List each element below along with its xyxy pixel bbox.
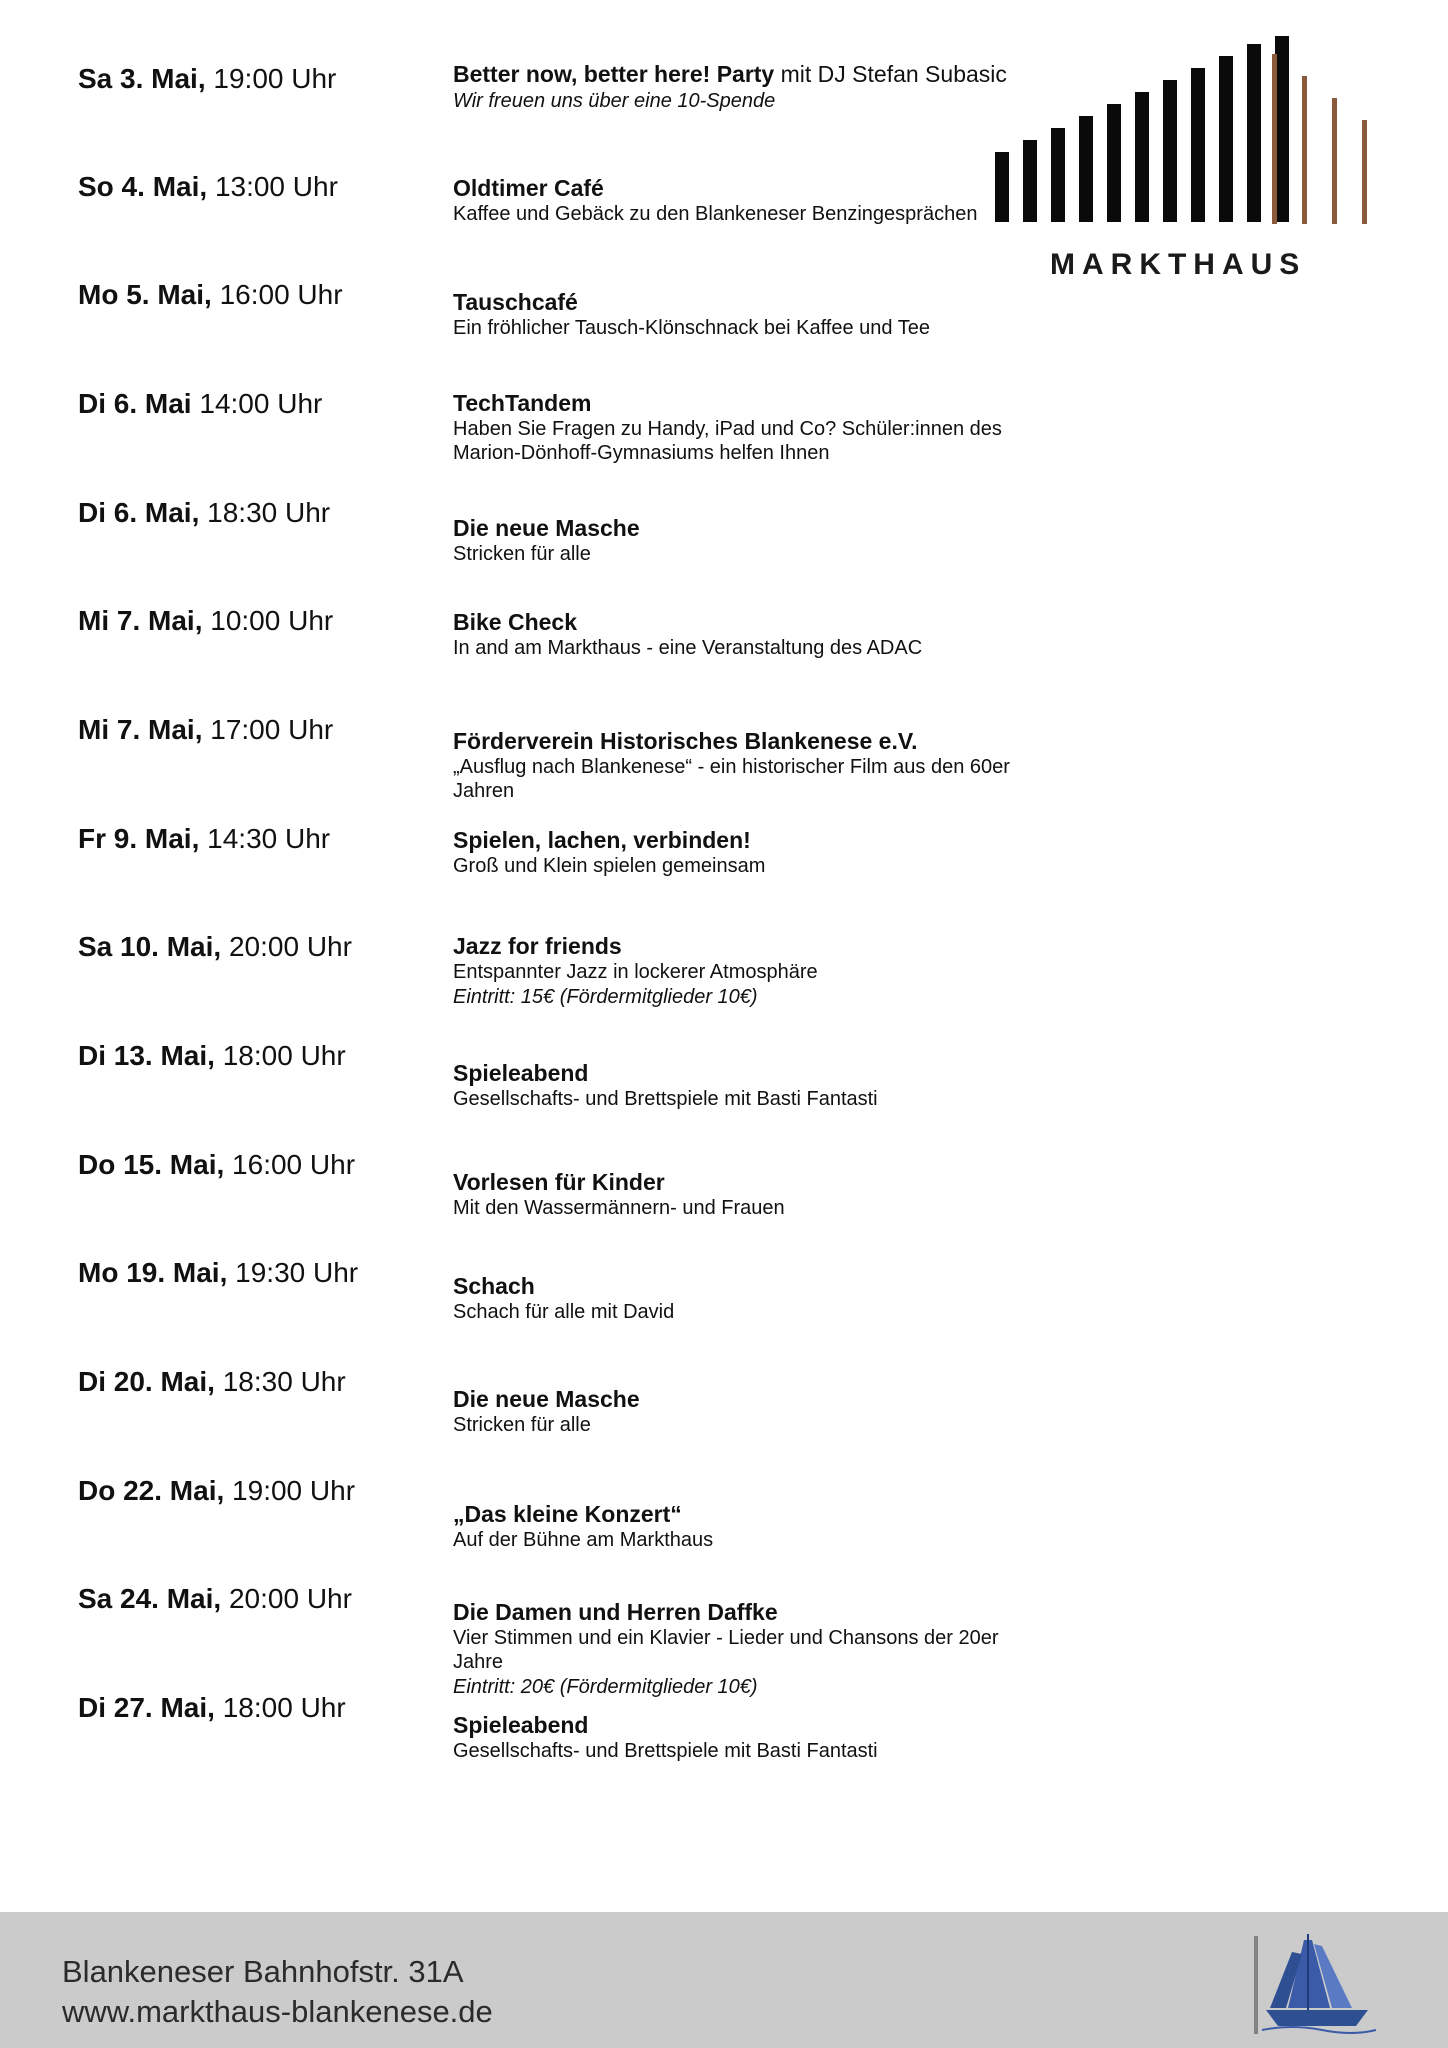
event-time: 19:30 Uhr (235, 1257, 359, 1288)
event-time: 18:00 Uhr (222, 1040, 346, 1071)
event-day: So 4. Mai, (78, 171, 208, 202)
event-date (78, 1256, 358, 1290)
event-date (78, 1691, 346, 1725)
event-time: 19:00 Uhr (232, 1475, 356, 1506)
event-time: 14:00 Uhr (199, 388, 323, 419)
logo-accent-bar (1332, 98, 1337, 224)
event-time: 13:00 Uhr (214, 171, 338, 202)
event-title-main: Die Damen und Herren Daffke (453, 1599, 778, 1625)
event-time: 14:30 Uhr (207, 823, 331, 854)
footer-address: Blankeneser Bahnhofstr. 31A (62, 1954, 464, 1989)
event-date (78, 713, 333, 747)
footer-website[interactable]: www.markthaus-blankenese.de (62, 1994, 493, 2029)
event-description: „Ausflug nach Blankenese“ - ein historischer Film aus den 60er Jahren (453, 756, 1010, 802)
event-date (78, 1474, 355, 1508)
event-note: Eintritt: 20€ (Fördermitglieder 10€) (453, 1676, 758, 1698)
event-day: Di 20. Mai, (78, 1366, 215, 1397)
event-day: Fr 9. Mai, (78, 823, 200, 854)
logo-accent-bar (1302, 76, 1307, 224)
logo-bar (1247, 44, 1261, 222)
logo-accent-bar (1362, 120, 1367, 224)
event-title-main: Bike Check (453, 609, 578, 635)
event-title (453, 1500, 1033, 1528)
event-time: 19:00 Uhr (213, 63, 337, 94)
event-date (78, 604, 333, 638)
event-description: Stricken für alle (453, 543, 591, 565)
event-time: 18:30 Uhr (222, 1366, 346, 1397)
event-date (78, 278, 343, 312)
event-date (78, 822, 330, 856)
event-title (453, 60, 1033, 88)
event-details (453, 1168, 1033, 1220)
event-day: Sa 24. Mai, (78, 1583, 222, 1614)
event-title (453, 389, 1033, 417)
footer (0, 1912, 1448, 2048)
event-note: Eintritt: 15€ (Fördermitglieder 10€) (453, 986, 758, 1008)
event-description: Schach für alle mit David (453, 1301, 675, 1323)
event-title (453, 1711, 1033, 1739)
event-title (453, 288, 1033, 316)
logo-bar (1051, 128, 1065, 222)
event-details (453, 608, 1033, 660)
event-day: Sa 3. Mai, (78, 63, 206, 94)
event-details (453, 60, 1033, 114)
event-title (453, 608, 1033, 636)
event-day: Di 13. Mai, (78, 1040, 215, 1071)
logo-bar (995, 152, 1009, 222)
event-title-main: TechTandem (453, 390, 592, 416)
event-title (453, 1059, 1033, 1087)
logo-bar (1135, 92, 1149, 222)
event-details (453, 514, 1033, 566)
logo-accent-bar (1272, 54, 1277, 224)
event-date (78, 1365, 346, 1399)
event-day: Do 22. Mai, (78, 1475, 225, 1506)
event-title-main: „Das kleine Konzert“ (453, 1501, 682, 1527)
logo-bar (1079, 116, 1093, 222)
logo-bar (1275, 36, 1289, 222)
event-description: Gesellschafts- und Brettspiele mit Basti Fantasti (453, 1088, 878, 1110)
event-details (453, 1059, 1033, 1111)
event-time: 20:00 Uhr (228, 1583, 352, 1614)
event-description: In and am Markthaus - eine Veranstaltung des ADAC (453, 637, 923, 659)
event-time: 16:00 Uhr (219, 279, 343, 310)
event-description: Gesellschafts- und Brettspiele mit Basti Fantasti (453, 1740, 878, 1762)
event-description: Kaffee und Gebäck zu den Blankeneser Benzingesprächen (453, 203, 978, 225)
event-day: Mi 7. Mai, (78, 714, 203, 745)
event-description: Ein fröhlicher Tausch-Klönschnack bei Kaffee und Tee (453, 317, 930, 339)
event-date (78, 62, 336, 96)
event-description: Vier Stimmen und ein Klavier - Lieder und Chansons der 20er Jahre (453, 1627, 999, 1673)
event-details (453, 174, 1033, 226)
logo-bar (1107, 104, 1121, 222)
event-description: Stricken für alle (453, 1414, 591, 1436)
event-title-rest: mit DJ Stefan Subasic (780, 61, 1007, 87)
event-details (453, 1385, 1033, 1437)
event-day: Mo 19. Mai, (78, 1257, 228, 1288)
event-time: 10:00 Uhr (210, 605, 334, 636)
event-title (453, 1168, 1033, 1196)
event-title-main: Spieleabend (453, 1712, 589, 1738)
event-title (453, 514, 1033, 542)
event-title-main: Förderverein Historisches Blankenese e.V. (453, 728, 918, 754)
event-details (453, 389, 1033, 465)
event-date (78, 1148, 355, 1182)
event-details (453, 1272, 1033, 1324)
event-details (453, 826, 1033, 878)
event-title-main: Jazz for friends (453, 933, 622, 959)
event-title (453, 826, 1033, 854)
event-time: 18:30 Uhr (207, 497, 331, 528)
event-details (453, 288, 1033, 340)
logo-wordmark: MARKTHAUS (1050, 248, 1307, 281)
event-day: Di 6. Mai (78, 388, 192, 419)
event-title (453, 727, 1033, 755)
event-details (453, 1711, 1033, 1763)
event-details (453, 727, 1033, 803)
event-details (453, 932, 1033, 1010)
event-title-main: Oldtimer Café (453, 175, 604, 201)
event-description: Entspannter Jazz in lockerer Atmosphäre (453, 961, 818, 983)
event-date (78, 1582, 352, 1616)
event-time: 17:00 Uhr (210, 714, 334, 745)
event-title (453, 1385, 1033, 1413)
sailing-ship-icon (1252, 1930, 1382, 2040)
event-title-main: Die neue Masche (453, 515, 640, 541)
event-note: Wir freuen uns über eine 10-Spende (453, 90, 776, 112)
event-title (453, 1272, 1033, 1300)
event-title-main: Spieleabend (453, 1060, 589, 1086)
event-date (78, 387, 322, 421)
logo-bar (1023, 140, 1037, 222)
event-time: 16:00 Uhr (232, 1149, 356, 1180)
event-details (453, 1598, 1033, 1700)
event-time: 18:00 Uhr (222, 1692, 346, 1723)
event-details (453, 1500, 1033, 1552)
event-title (453, 174, 1033, 202)
event-day: Di 6. Mai, (78, 497, 200, 528)
logo-bar (1219, 56, 1233, 222)
logo-bar (1191, 68, 1205, 222)
event-title-main: Better now, better here! Party (453, 61, 775, 87)
event-title-main: Die neue Masche (453, 1386, 640, 1412)
logo-bar (1163, 80, 1177, 222)
event-day: Do 15. Mai, (78, 1149, 225, 1180)
event-date (78, 930, 352, 964)
event-day: Mo 5. Mai, (78, 279, 212, 310)
event-description: Haben Sie Fragen zu Handy, iPad und Co? Schüler:innen des Marion-Dönhoff-Gymnasiums helfen Ihnen (453, 418, 1002, 464)
event-description: Auf der Bühne am Markthaus (453, 1529, 714, 1551)
event-day: Di 27. Mai, (78, 1692, 215, 1723)
event-title-main: Tauschcafé (453, 289, 578, 315)
event-title-main: Vorlesen für Kinder (453, 1169, 665, 1195)
event-title-main: Schach (453, 1273, 535, 1299)
event-time: 20:00 Uhr (228, 931, 352, 962)
event-date (78, 170, 338, 204)
event-date (78, 1039, 346, 1073)
event-day: Mi 7. Mai, (78, 605, 203, 636)
event-day: Sa 10. Mai, (78, 931, 222, 962)
event-title-main: Spielen, lachen, verbinden! (453, 827, 751, 853)
event-title (453, 1598, 1033, 1626)
event-date (78, 496, 330, 530)
event-title (453, 932, 1033, 960)
event-description: Groß und Klein spielen gemeinsam (453, 855, 766, 877)
event-description: Mit den Wassermännern- und Frauen (453, 1197, 785, 1219)
